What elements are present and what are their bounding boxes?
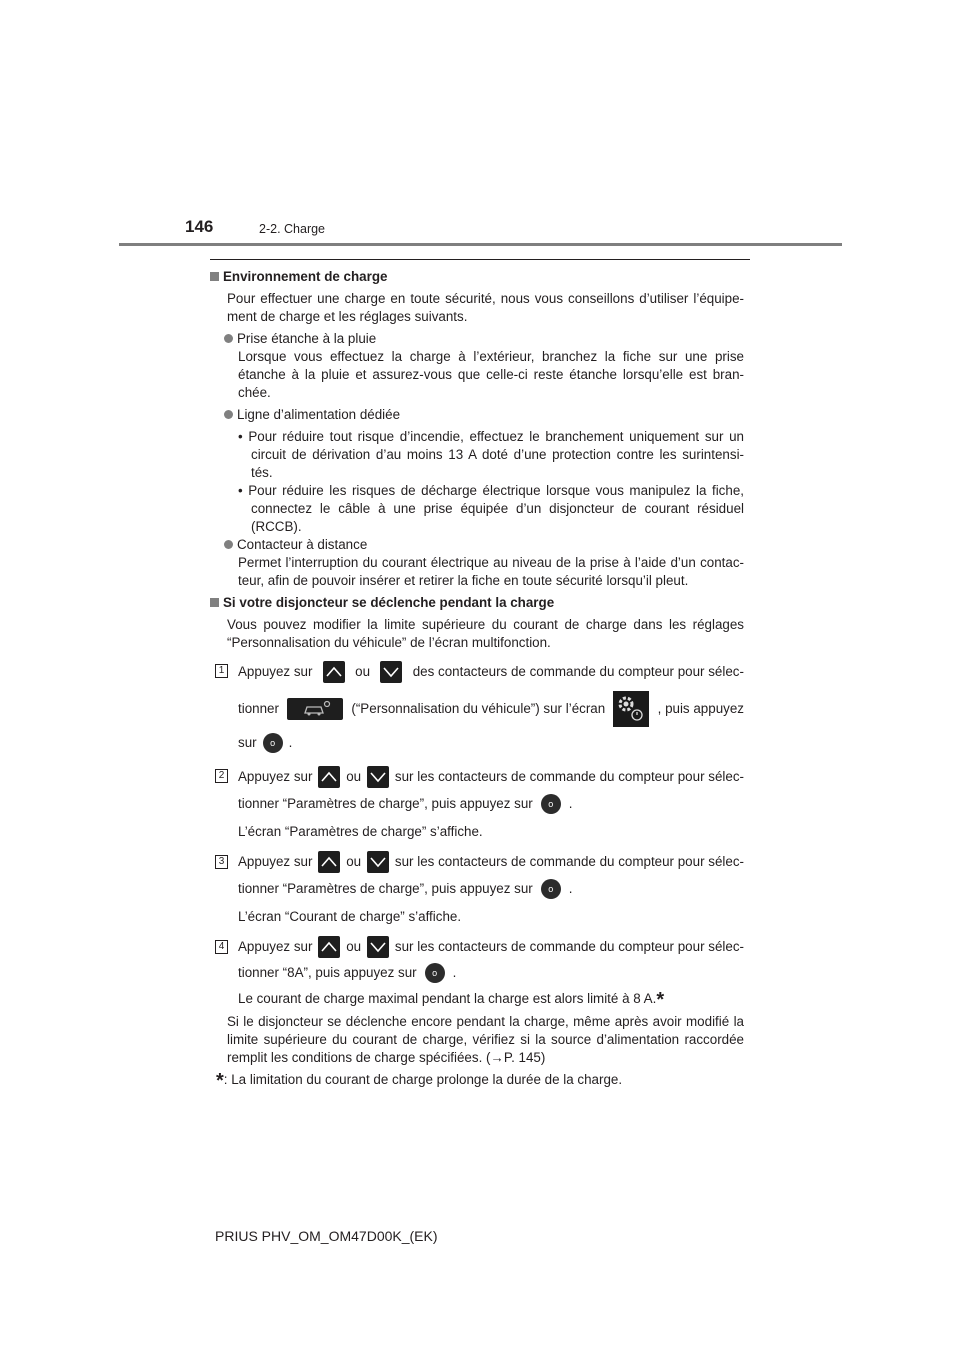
bullet-rain-title	[224, 330, 376, 348]
square-bullet-icon	[210, 598, 219, 607]
step1-text-or: ou	[355, 664, 371, 679]
sub-fire-line3: tés.	[251, 465, 273, 480]
step-number-1: 1	[215, 664, 228, 678]
step4-text-or: ou	[346, 939, 362, 954]
page-reference: P. 145)	[503, 1050, 546, 1065]
bullet-line-label: Ligne d’alimentation dédiée	[237, 407, 401, 422]
footnote-star: *	[216, 1070, 224, 1092]
sub-fire-line2: circuit de dérivation d’au moins 13 A doté d’une protection contre les surintensi-	[251, 447, 744, 462]
step2-text-a: Appuyez sur	[238, 769, 313, 784]
closing-line3	[227, 1049, 545, 1067]
step4-text-c: tionner “8A”, puis appuyez sur	[238, 965, 417, 980]
down-arrow-switch-icon	[367, 766, 389, 788]
section-title: 2-2. Charge	[259, 222, 326, 236]
sub-fire-line1: • Pour réduire tout risque d’incendie, effectuez le branchement uniquement sur un	[238, 429, 744, 444]
step3-text-or: ou	[346, 854, 362, 869]
step1-text-g: .	[288, 735, 293, 750]
step2-text-b: sur les contacteurs de commande du compteur pour sélec-	[394, 769, 744, 784]
step3-line1	[238, 851, 744, 873]
step3-text-b: sur les contacteurs de commande du compteur pour sélec-	[394, 854, 744, 869]
step1-text-f: sur	[238, 735, 257, 750]
footnote-mark: *	[656, 989, 665, 1011]
bullet-remote-title	[224, 536, 367, 554]
step3-text-a: Appuyez sur	[238, 854, 313, 869]
closing-line2: limite supérieure du courant de charge, vérifiez si la source d’alimentation raccordée	[227, 1032, 744, 1047]
content-rule	[210, 259, 750, 260]
closing-line1: Si le disjoncteur se déclenche encore pendant la charge, même après avoir modifié la	[227, 1014, 744, 1029]
up-arrow-switch-icon	[318, 851, 340, 873]
step1-text-c: tionner	[238, 701, 279, 716]
step2-text-or: ou	[346, 769, 362, 784]
step1-text-e: , puis appuyez	[657, 701, 744, 716]
square-bullet-icon	[210, 272, 219, 281]
ok-switch-icon: o	[541, 794, 561, 814]
round-bullet-icon	[224, 540, 233, 549]
step4-text-b: sur les contacteurs de commande du compteur pour sélec-	[394, 939, 744, 954]
step4-line2	[238, 963, 456, 983]
ok-switch-icon: o	[263, 733, 283, 753]
sub-shock-line2: connectez le câble à une prise équipée d’un disjoncteur de courant résiduel	[251, 501, 744, 516]
env-title: Environnement de charge	[223, 269, 388, 284]
step3-text-c: tionner “Paramètres de charge”, puis appuyez sur	[238, 881, 533, 896]
up-arrow-switch-icon	[323, 661, 345, 683]
step4-line1	[238, 936, 744, 958]
down-arrow-switch-icon	[380, 661, 402, 683]
round-bullet-icon	[224, 410, 233, 419]
bullet-remote-line2: teur, afin de pouvoir insérer et retirer la fiche en toute sécurité lorsqu’il pleut.	[238, 573, 689, 588]
step2-line2	[238, 794, 572, 814]
bullet-line-title	[224, 406, 400, 424]
env-intro-line1: Pour effectuer une charge en toute sécurité, nous vous conseillons d’utiliser l’équipe-	[227, 291, 744, 306]
step2-line3: L’écran “Paramètres de charge” s’affiche.	[238, 824, 483, 839]
step2-line1	[238, 766, 744, 788]
step2-text-c: tionner “Paramètres de charge”, puis appuyez sur	[238, 796, 533, 811]
step-number-3: 3	[215, 855, 228, 869]
step4-text-dot: .	[452, 965, 457, 980]
bullet-rain-line2: étanche à la pluie et assurez-vous que celle-ci reste étanche lorsqu’elle est bran-	[238, 367, 744, 382]
step1-text-b: des contacteurs de commande du compteur pour sélec-	[412, 664, 744, 679]
page-ref-arrow-icon: →	[490, 1050, 504, 1065]
step4-line3	[238, 990, 664, 1009]
up-arrow-switch-icon	[318, 936, 340, 958]
env-intro-line2: ment de charge et les réglages suivants.	[227, 309, 468, 324]
step-number-2: 2	[215, 769, 228, 783]
sub-shock-line3: (RCCB).	[251, 519, 302, 534]
step1-line3	[238, 733, 292, 753]
bullet-rain-line1: Lorsque vous effectuez la charge à l’extérieur, branchez la fiche sur une prise	[238, 349, 744, 364]
bullet-rain-line3: chée.	[238, 385, 271, 400]
sub-shock-line1: • Pour réduire les risques de décharge électrique lorsque vous manipulez la fiche,	[238, 483, 744, 498]
bullet-rain-label: Prise étanche à la pluie	[237, 331, 377, 346]
document-id: PRIUS PHV_OM_OM47D00K_(EK)	[215, 1228, 438, 1244]
step1-text-d: (“Personnalisation du véhicule”) sur l’écran	[351, 701, 606, 716]
step-number-4: 4	[215, 940, 228, 954]
step1-line1	[238, 661, 744, 683]
vehicle-customization-icon	[287, 698, 343, 720]
ok-switch-icon: o	[541, 879, 561, 899]
page-number: 146	[185, 217, 214, 236]
up-arrow-switch-icon	[318, 766, 340, 788]
footnote	[216, 1071, 622, 1090]
step3-line2	[238, 879, 572, 899]
step4-text-d: Le courant de charge maximal pendant la charge est alors limité à 8 A.	[238, 991, 657, 1006]
header-rule	[119, 243, 842, 246]
env-heading	[210, 268, 387, 286]
down-arrow-switch-icon	[367, 936, 389, 958]
step1-line2	[238, 690, 744, 728]
step3-line3: L’écran “Courant de charge” s’affiche.	[238, 909, 462, 924]
step1-text-a: Appuyez sur	[238, 664, 313, 679]
breaker-intro-line2: “Personnalisation du véhicule” de l’écran multifonction.	[227, 635, 551, 650]
step2-text-dot: .	[568, 796, 573, 811]
bullet-remote-line1: Permet l’interruption du courant électrique au niveau de la prise à l’aide d’un contac-	[238, 555, 744, 570]
breaker-heading	[210, 594, 554, 612]
round-bullet-icon	[224, 334, 233, 343]
breaker-intro-line1: Vous pouvez modifier la limite supérieure du courant de charge dans les réglages	[227, 617, 744, 632]
step3-text-dot: .	[568, 881, 573, 896]
ok-switch-icon: o	[425, 963, 445, 983]
closing-text: remplit les conditions de charge spécifiées. (	[227, 1050, 491, 1065]
footnote-text: : La limitation du courant de charge prolonge la durée de la charge.	[223, 1072, 623, 1087]
bullet-remote-label: Contacteur à distance	[237, 537, 368, 552]
step4-text-a: Appuyez sur	[238, 939, 313, 954]
settings-screen-icon	[613, 691, 649, 727]
down-arrow-switch-icon	[367, 851, 389, 873]
breaker-title: Si votre disjoncteur se déclenche pendant la charge	[223, 595, 555, 610]
